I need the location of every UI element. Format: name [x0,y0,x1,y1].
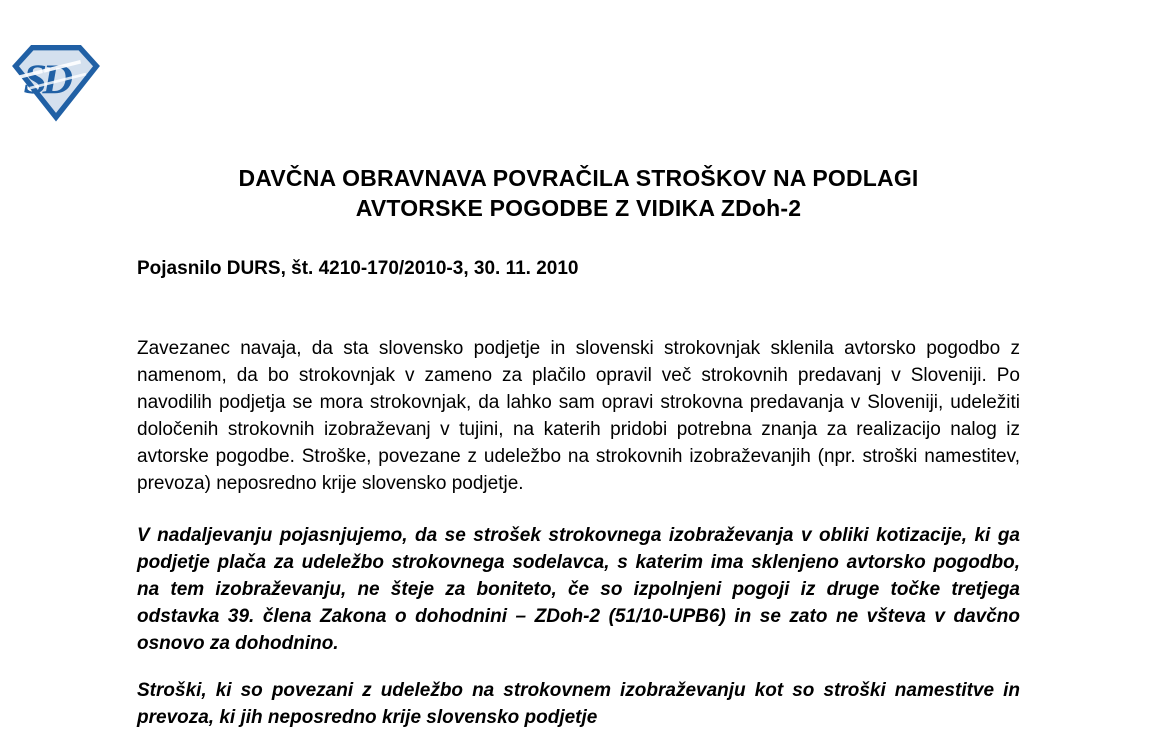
paragraph-costs-clipped-line: namestitve in prevoza, ki jih neposredno krije slovensko podjetje [137,680,1020,728]
paragraph-explanation: V nadaljevanju pojasnjujemo, da se strošek strokovnega izobraževanja v obliki kotizacije, ki ga podjetje plača za udeležbo strokovnega sodelavca, s katerim ima sklenjeno avtorsko pogodbo, na tem izobraževanju, ne šteje za boniteto, če so izpolnjeni pogoji iz druge točke tretjega odstavka 39. člena Zakona o dohodnini – ZDoh-2 (51/10-UPB6) in se zato ne všteva v davčno osnovo za dohodnino. [137,525,1020,654]
logo-letters: SD [23,56,69,104]
title-line-1: DAVČNA OBRAVNAVA POVRAČILA STROŠKOV NA PODLAGI [238,165,919,191]
title-line-2: AVTORSKE POGODBE Z VIDIKA ZDoh-2 [355,195,802,221]
sd-diamond-logo-icon [12,42,100,122]
paragraph-costs-visible-line: Stroški, ki so povezani z udeležbo na strokovnem izobraževanju kot so stroški [137,680,886,701]
document-body [137,0,1020,731]
paragraph-costs-clipped [137,677,1020,731]
paragraph-case-description: Zavezanec navaja, da sta slovensko podjetje in slovenski strokovnjak sklenila avtorsko pogodbo z namenom, da bo strokovnjak v zameno za plačilo opravil več strokovnih predavanj v Sloveniji. Po navodilih podjetja se mora strokovnjak, da lahko sam opravi strokovna predavanja v Sloveniji, udeležiti določenih strokovnih izobraževanj v tujini, na katerih pridobi potrebna znanja za realizacijo nalog iz avtorske pogodbe. Stroške, povezane z udeležbo na strokovnih izobraževanjih (npr. stroški namestitev, prevoza) neposredno krije slovensko podjetje. [137,338,1020,494]
document-title [137,163,1020,223]
document-subtitle: Pojasnilo DURS, št. 4210-170/2010-3, 30. 11. 2010 [137,258,579,279]
